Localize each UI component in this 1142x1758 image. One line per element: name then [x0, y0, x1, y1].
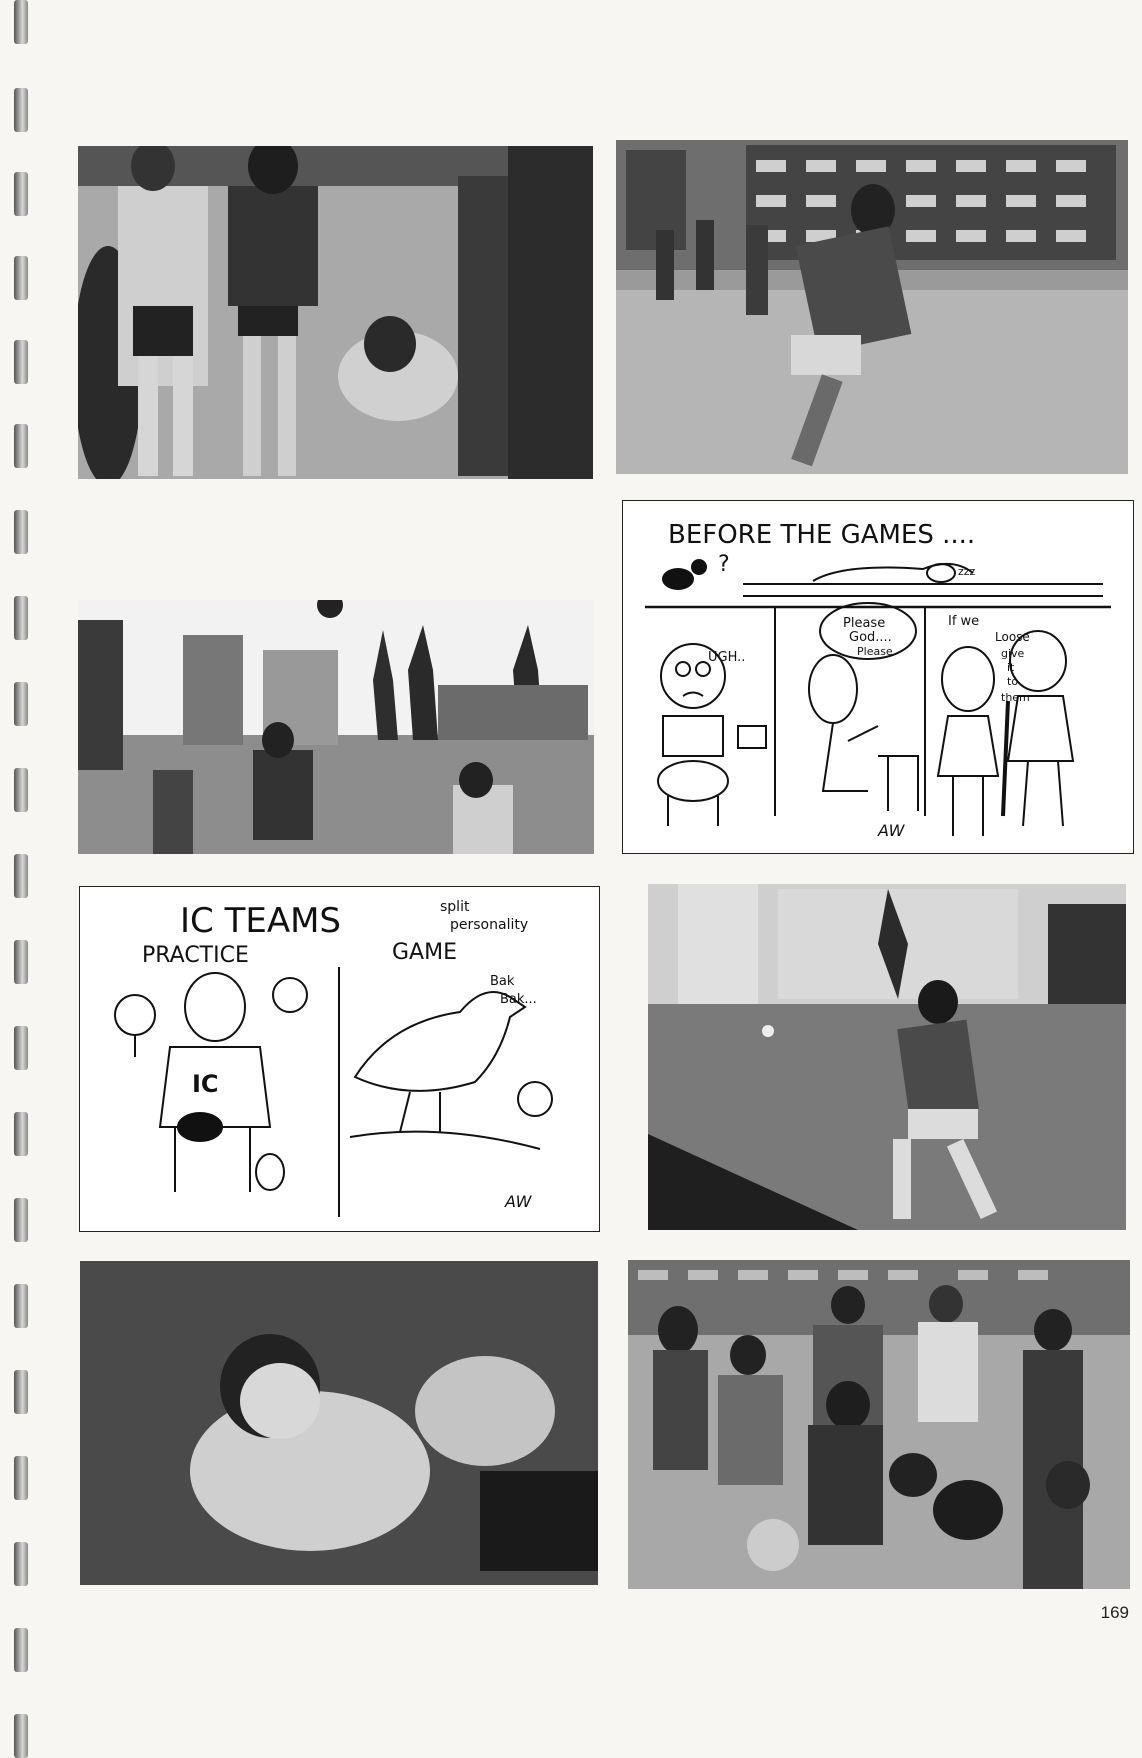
svg-text:Bak...: Bak... — [500, 992, 537, 1007]
svg-text:Please: Please — [857, 645, 893, 658]
practice-caption: PRACTICE — [142, 943, 249, 968]
svg-text:Loose: Loose — [995, 630, 1030, 644]
svg-text:give: give — [1001, 647, 1025, 660]
game-caption: GAME — [392, 940, 457, 965]
cartoon-title: BEFORE THE GAMES .... — [668, 520, 976, 550]
svg-text:split: split — [440, 899, 470, 915]
cartoon-ic-teams — [79, 886, 600, 1232]
photo-player-field-building — [648, 884, 1126, 1230]
question-mark: ? — [718, 552, 730, 577]
svg-text:Bak: Bak — [490, 974, 515, 989]
photo-player-on-ground — [80, 1261, 598, 1585]
svg-text:personality: personality — [450, 917, 529, 933]
photo-ball-in-air — [78, 600, 594, 854]
svg-text:UGH..: UGH.. — [708, 650, 746, 665]
panel-players — [938, 631, 1073, 836]
signature: AW — [505, 1192, 532, 1211]
sleeping-face — [927, 564, 955, 582]
svg-text:them: them — [1001, 691, 1030, 704]
svg-text:IC: IC — [192, 1070, 219, 1098]
photo-team-group — [628, 1260, 1130, 1589]
cartoon-before-the-games — [622, 500, 1134, 854]
cartoon-title: IC TEAMS — [180, 901, 342, 941]
photo-player-kicking — [616, 140, 1128, 474]
photo-boys-on-field — [78, 146, 593, 479]
svg-text:Please: Please — [843, 616, 886, 631]
panel-toilet — [658, 644, 766, 826]
svg-text:it: it — [1007, 661, 1015, 674]
spiral-binding — [8, 0, 34, 1757]
cat-drawing — [662, 568, 694, 590]
svg-text:If we: If we — [948, 614, 980, 629]
signature: AW — [878, 821, 905, 840]
svg-text:to: to — [1007, 675, 1019, 688]
svg-text:God....: God.... — [849, 630, 892, 645]
chicken-drawing — [350, 992, 552, 1149]
svg-text:zzz: zzz — [958, 565, 976, 578]
page-number: 169 — [1100, 1603, 1129, 1622]
